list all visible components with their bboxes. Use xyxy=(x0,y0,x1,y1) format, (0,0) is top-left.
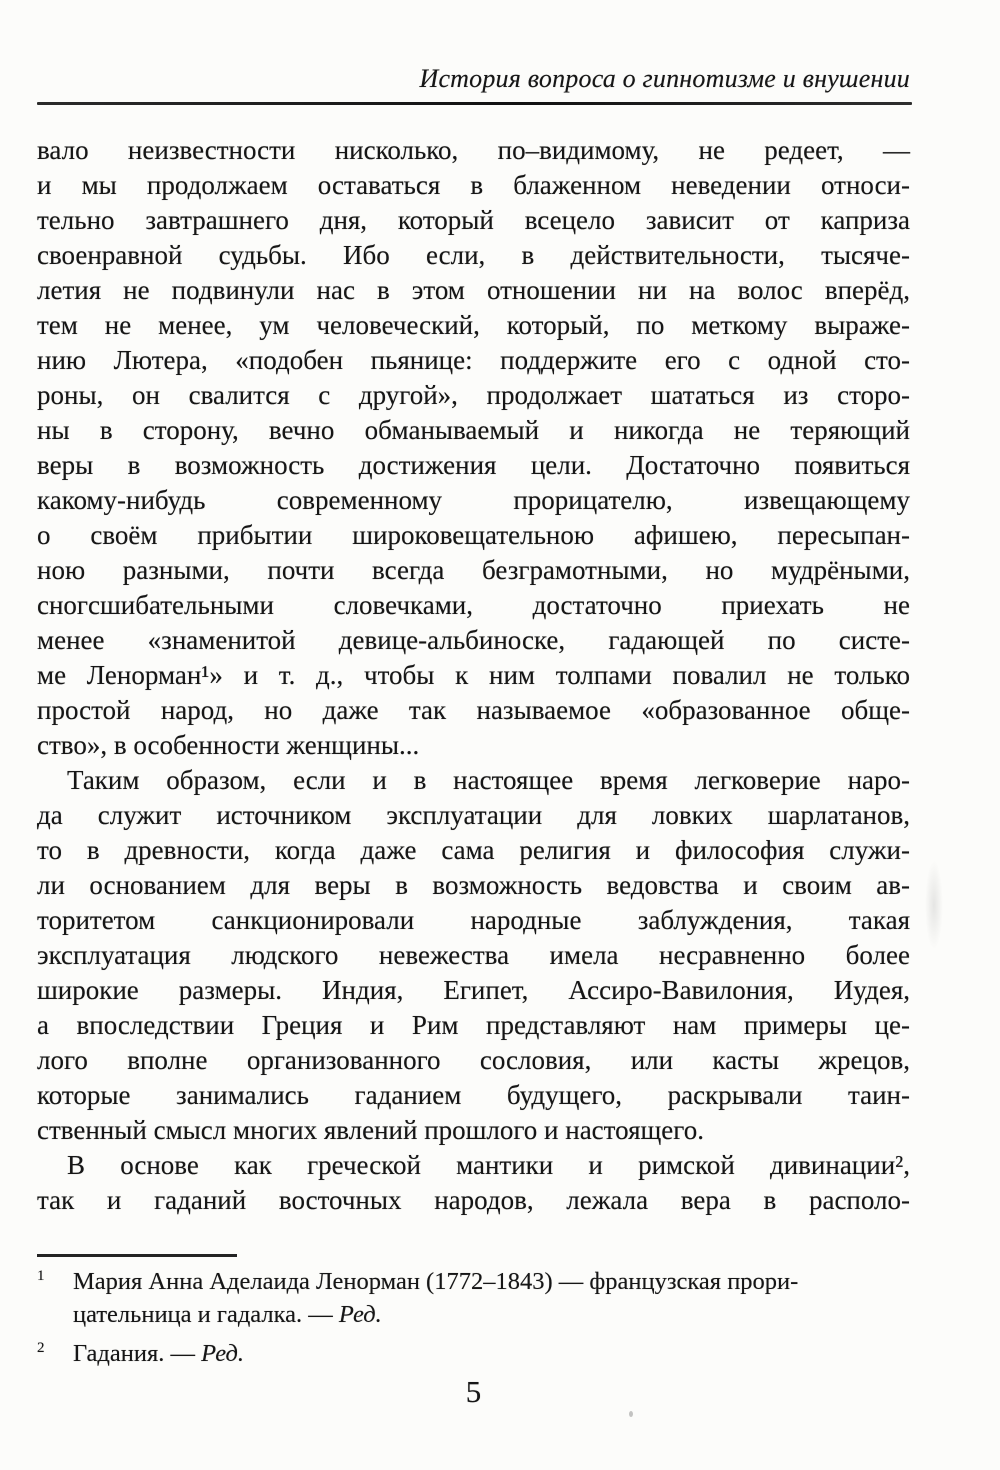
body-text xyxy=(37,133,910,1218)
text-line: ме Ленорман¹» и т. д., чтобы к ним толпами повалил не только xyxy=(37,660,910,690)
text-line: какому-нибудь современному прорицателю, извещающему xyxy=(37,485,910,515)
scan-artifact xyxy=(925,860,943,950)
page-number: 5 xyxy=(465,1374,482,1409)
footnote-line: Мария Анна Аделаида Ленорман (1772–1843) — французская прори- xyxy=(73,1268,799,1295)
text-line: широкие размеры. Индия, Египет, Ассиро-Вавилония, Иудея, xyxy=(37,975,910,1005)
text-line: тельно завтрашнего дня, который всецело зависит от каприза xyxy=(37,205,910,235)
footnote-line: цательница и гадалка. — Ред. xyxy=(73,1301,382,1328)
text-line: которые занимались гаданием будущего, раскрывали таин- xyxy=(37,1080,910,1110)
text-line: простой народ, но даже так называемое «образованное обще- xyxy=(37,695,910,725)
text-line: роны, он свалится с другой», продолжает шататься из сторо- xyxy=(37,380,910,410)
text-line: летия не подвинули нас в этом отношении ни на волос вперёд, xyxy=(37,275,910,305)
footnote-marker: 2 xyxy=(37,1340,45,1356)
text-line: ны в сторону, вечно обманываемый и никогда не теряющий xyxy=(37,415,910,445)
text-line: В основе как греческой мантики и римской дивинации², xyxy=(67,1150,910,1180)
text-line: веры в возможность достижения цели. Достаточно появиться xyxy=(37,450,910,480)
text-line: менее «знаменитой девице-альбиноске, гадающей по систе- xyxy=(37,625,910,655)
text-line: да служит источником эксплуатации для ловких шарлатанов, xyxy=(37,800,910,830)
text-line: ною разными, почти всегда безграмотными, но мудрёными, xyxy=(37,555,910,585)
header-rule xyxy=(37,102,912,105)
footnote-rule xyxy=(37,1254,237,1257)
text-line: ственный смысл многих явлений прошлого и настоящего. xyxy=(37,1115,704,1145)
text-line: торитетом санкционировали народные заблуждения, такая xyxy=(37,905,910,935)
text-line: тем не менее, ум человеческий, который, по меткому выраже- xyxy=(37,310,910,340)
text-line: вало неизвестности нисколько, по–видимому, не редеет, — xyxy=(37,135,910,165)
text-line: о своём прибытии широковещательною афишею, пересыпан- xyxy=(37,520,910,550)
scan-artifact-dot xyxy=(629,1411,633,1417)
text-line: ство», в особенности женщины... xyxy=(37,730,420,760)
text-line: своенравной судьбы. Ибо если, в действительности, тысяче- xyxy=(37,240,910,270)
text-line: лого вполне организованного сословия, или касты жрецов, xyxy=(37,1045,910,1075)
text-line: Таким образом, если и в настоящее время легковерие наро- xyxy=(67,765,910,795)
text-line: а впоследствии Греция и Рим представляют нам примеры це- xyxy=(37,1010,910,1040)
footnotes xyxy=(37,1265,910,1376)
footnote-line: Гадания. — Ред. xyxy=(73,1340,245,1367)
text-line: то в древности, когда даже сама религия и философия служи- xyxy=(37,835,910,865)
text-line: так и гаданий восточных народов, лежала вера в располо- xyxy=(37,1185,910,1215)
footnote-marker: 1 xyxy=(37,1268,45,1284)
text-line: и мы продолжаем оставаться в блаженном неведении относи- xyxy=(37,170,910,200)
footnote-text xyxy=(73,1337,910,1370)
text-line: эксплуатация людского невежества имела несравненно более xyxy=(37,940,910,970)
footnote xyxy=(37,1337,910,1370)
text-line: ли основанием для веры в возможность ведовства и своим ав- xyxy=(37,870,910,900)
footnote xyxy=(37,1265,910,1331)
text-line: нию Лютера, «подобен пьянице: поддержите его с одной сто- xyxy=(37,345,910,375)
running-header: История вопроса о гипнотизме и внушении xyxy=(419,64,910,93)
footnote-text xyxy=(73,1265,910,1331)
text-line: сногсшибательными словечками, достаточно приехать не xyxy=(37,590,910,620)
